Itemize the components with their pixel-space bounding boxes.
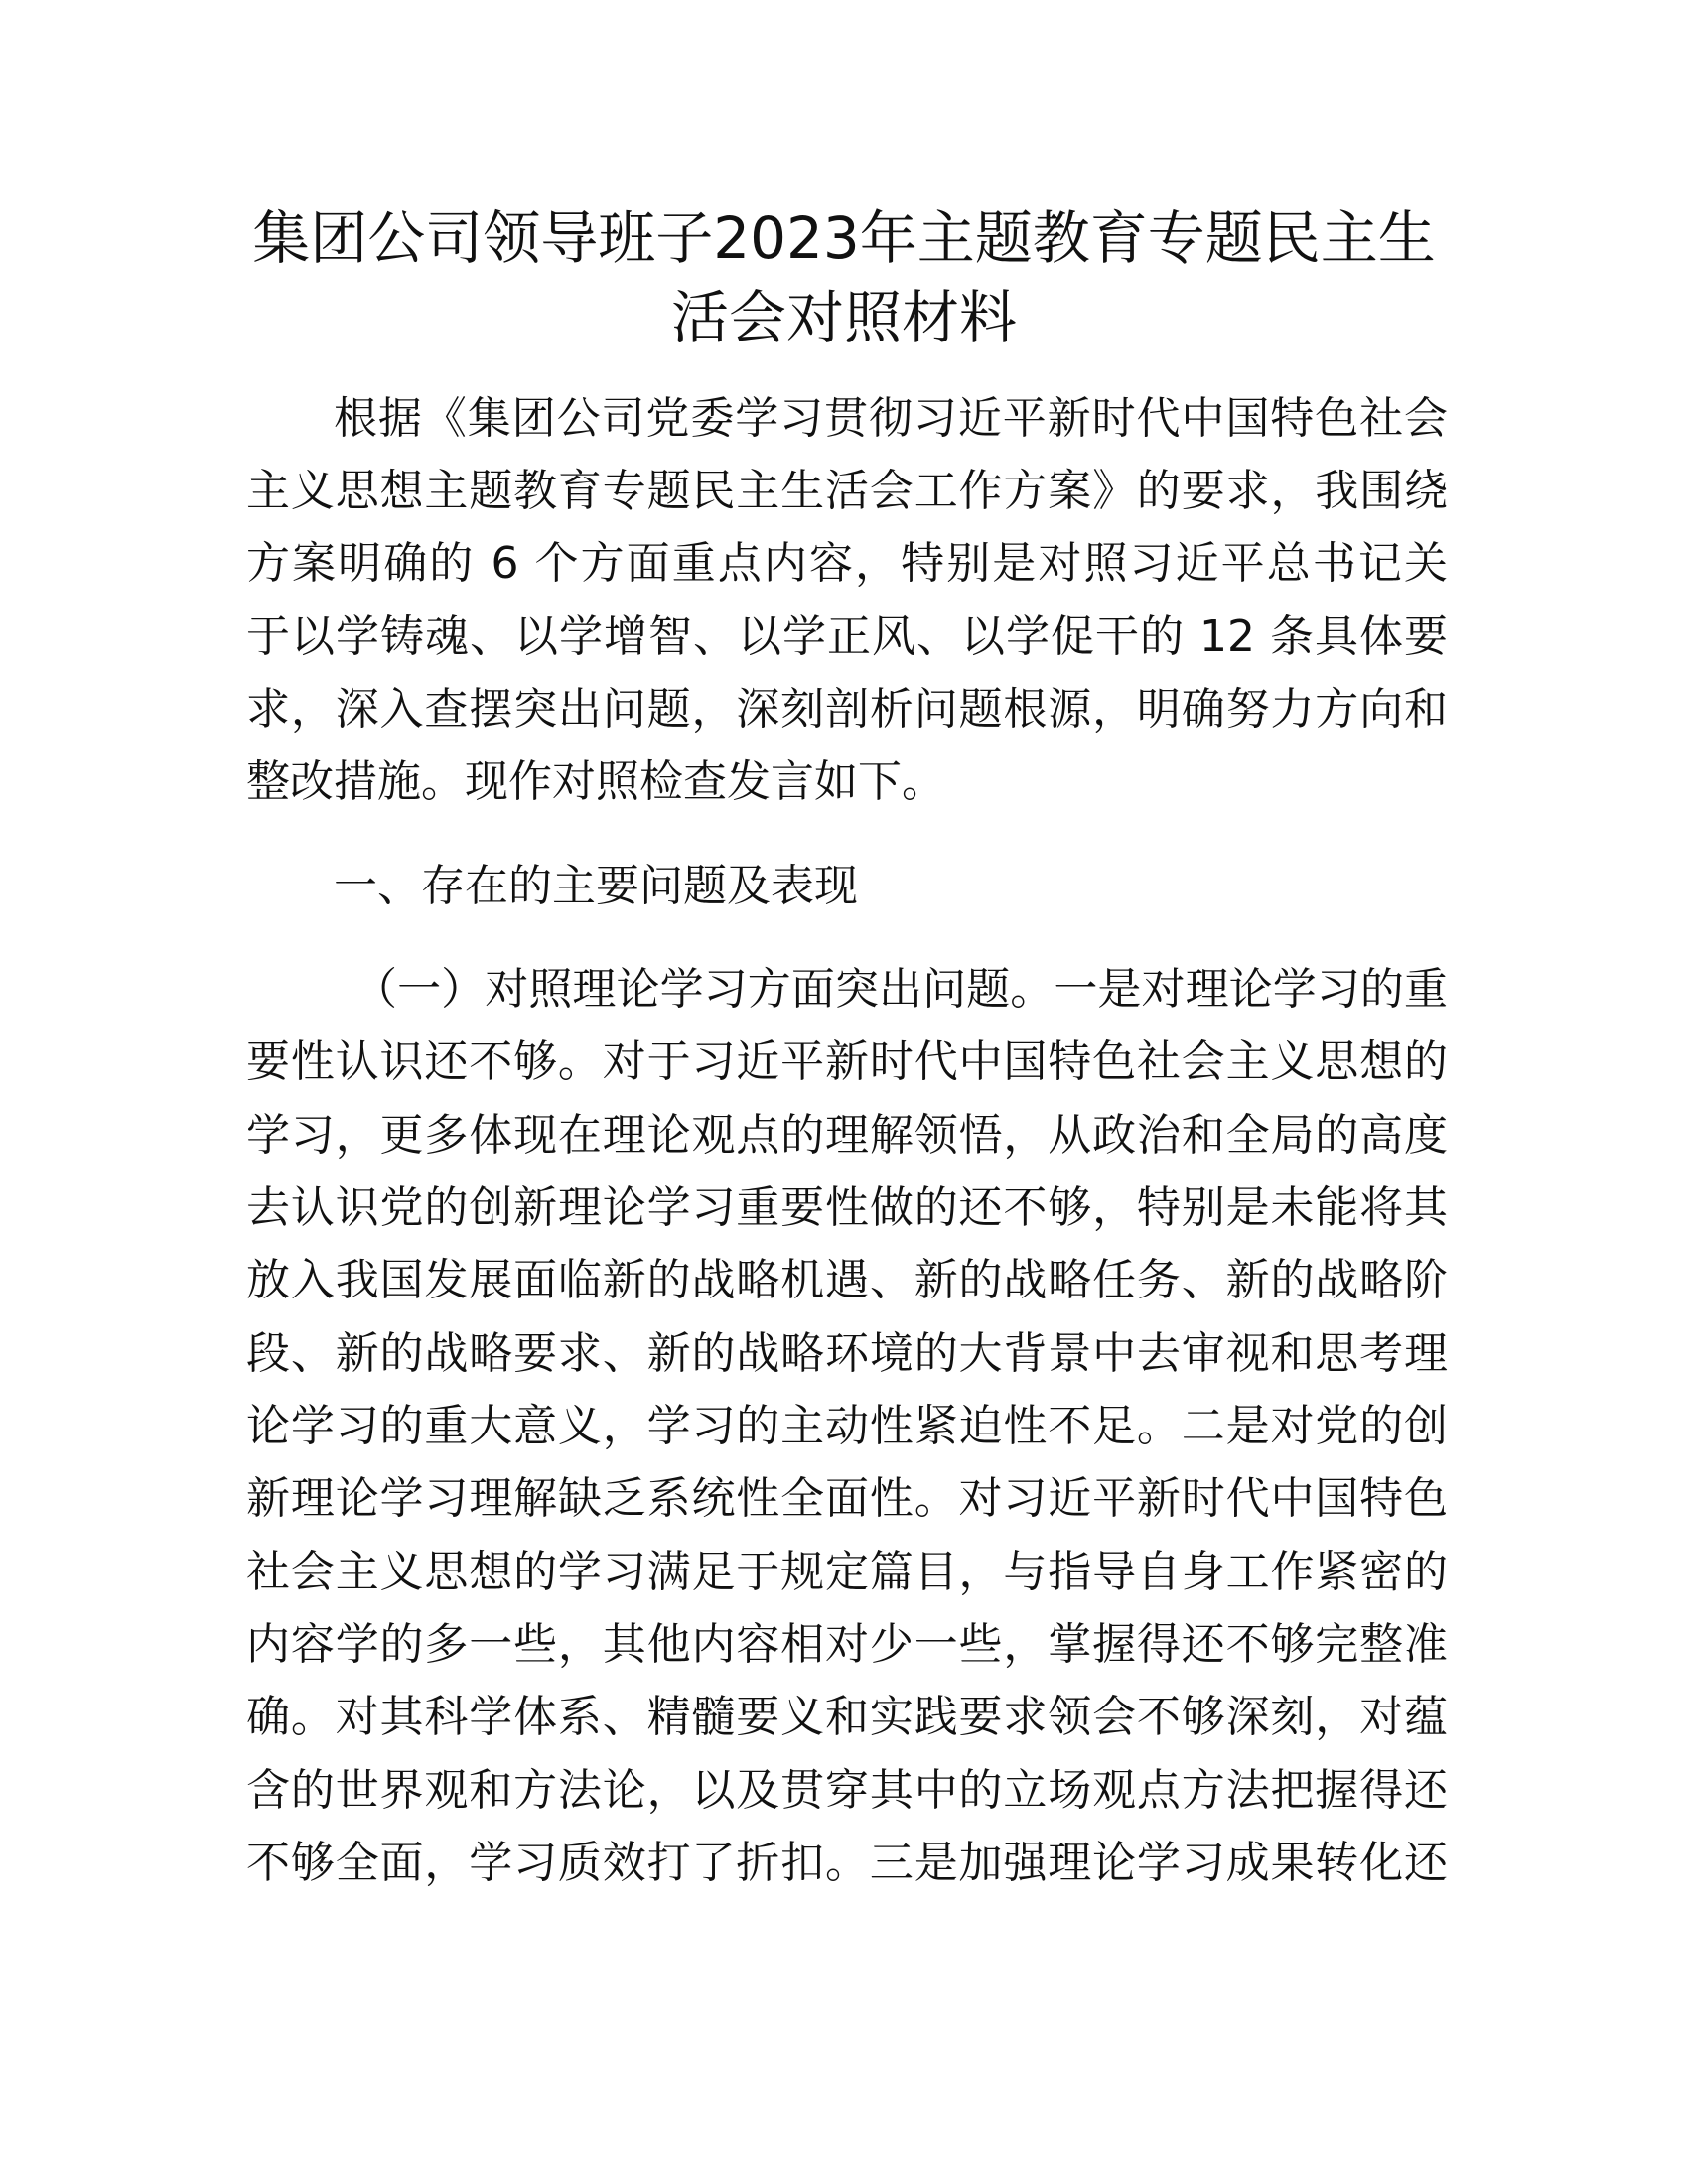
section-1-line: 放入我国发展面临新的战略机遇、新的战略任务、新的战略阶 — [246, 1255, 1448, 1305]
intro-line: 于以学铸魂、以学增智、以学正风、以学促干的 12 条具体要 — [246, 612, 1448, 662]
document-title-line-2: 活会对照材料 — [670, 284, 1017, 351]
document-title-line-1: 集团公司领导班子2023年主题教育专题民主生 — [252, 205, 1436, 272]
intro-line: 根据《集团公司党委学习贯彻习近平新时代中国特色社会 — [334, 393, 1448, 444]
section-1-line: 要性认识还不够。对于习近平新时代中国特色社会主义思想的 — [246, 1036, 1448, 1087]
section-1-line: 论学习的重大意义，学习的主动性紧迫性不足。二是对党的创 — [246, 1401, 1448, 1451]
section-1-line: 确。对其科学体系、精髓要义和实践要求领会不够深刻，对蕴 — [246, 1692, 1448, 1742]
section-1-line: （一）对照理论学习方面突出问题。一是对理论学习的重 — [353, 964, 1448, 1015]
section-1-line: 新理论学习理解缺乏系统性全面性。对习近平新时代中国特色 — [246, 1473, 1448, 1524]
section-1-line: 含的世界观和方法论，以及贯穿其中的立场观点方法把握得还 — [246, 1765, 1448, 1816]
section-1-line: 段、新的战略要求、新的战略环境的大背景中去审视和思考理 — [246, 1328, 1448, 1379]
section-1-line: 内容学的多一些，其他内容相对少一些，掌握得还不够完整准 — [246, 1619, 1448, 1670]
section-1-line: 去认识党的创新理论学习重要性做的还不够，特别是未能将其 — [246, 1182, 1448, 1233]
intro-line: 主义思想主题教育专题民主生活会工作方案》的要求，我围绕 — [246, 466, 1448, 516]
section-1-line: 不够全面，学习质效打了折扣。三是加强理论学习成果转化还 — [246, 1838, 1448, 1888]
intro-line: 方案明确的 6 个方面重点内容，特别是对照习近平总书记关 — [246, 538, 1448, 589]
section-1-line: 学习，更多体现在理论观点的理解领悟，从政治和全局的高度 — [246, 1110, 1448, 1160]
section-1-line: 社会主义思想的学习满足于规定篇目，与指导自身工作紧密的 — [246, 1547, 1448, 1597]
intro-line: 整改措施。现作对照检查发言如下。 — [246, 756, 945, 807]
section-heading: 一、存在的主要问题及表现 — [334, 861, 858, 911]
intro-line: 求，深入查摆突出问题，深刻剖析问题根源，明确努力方向和 — [246, 684, 1448, 735]
